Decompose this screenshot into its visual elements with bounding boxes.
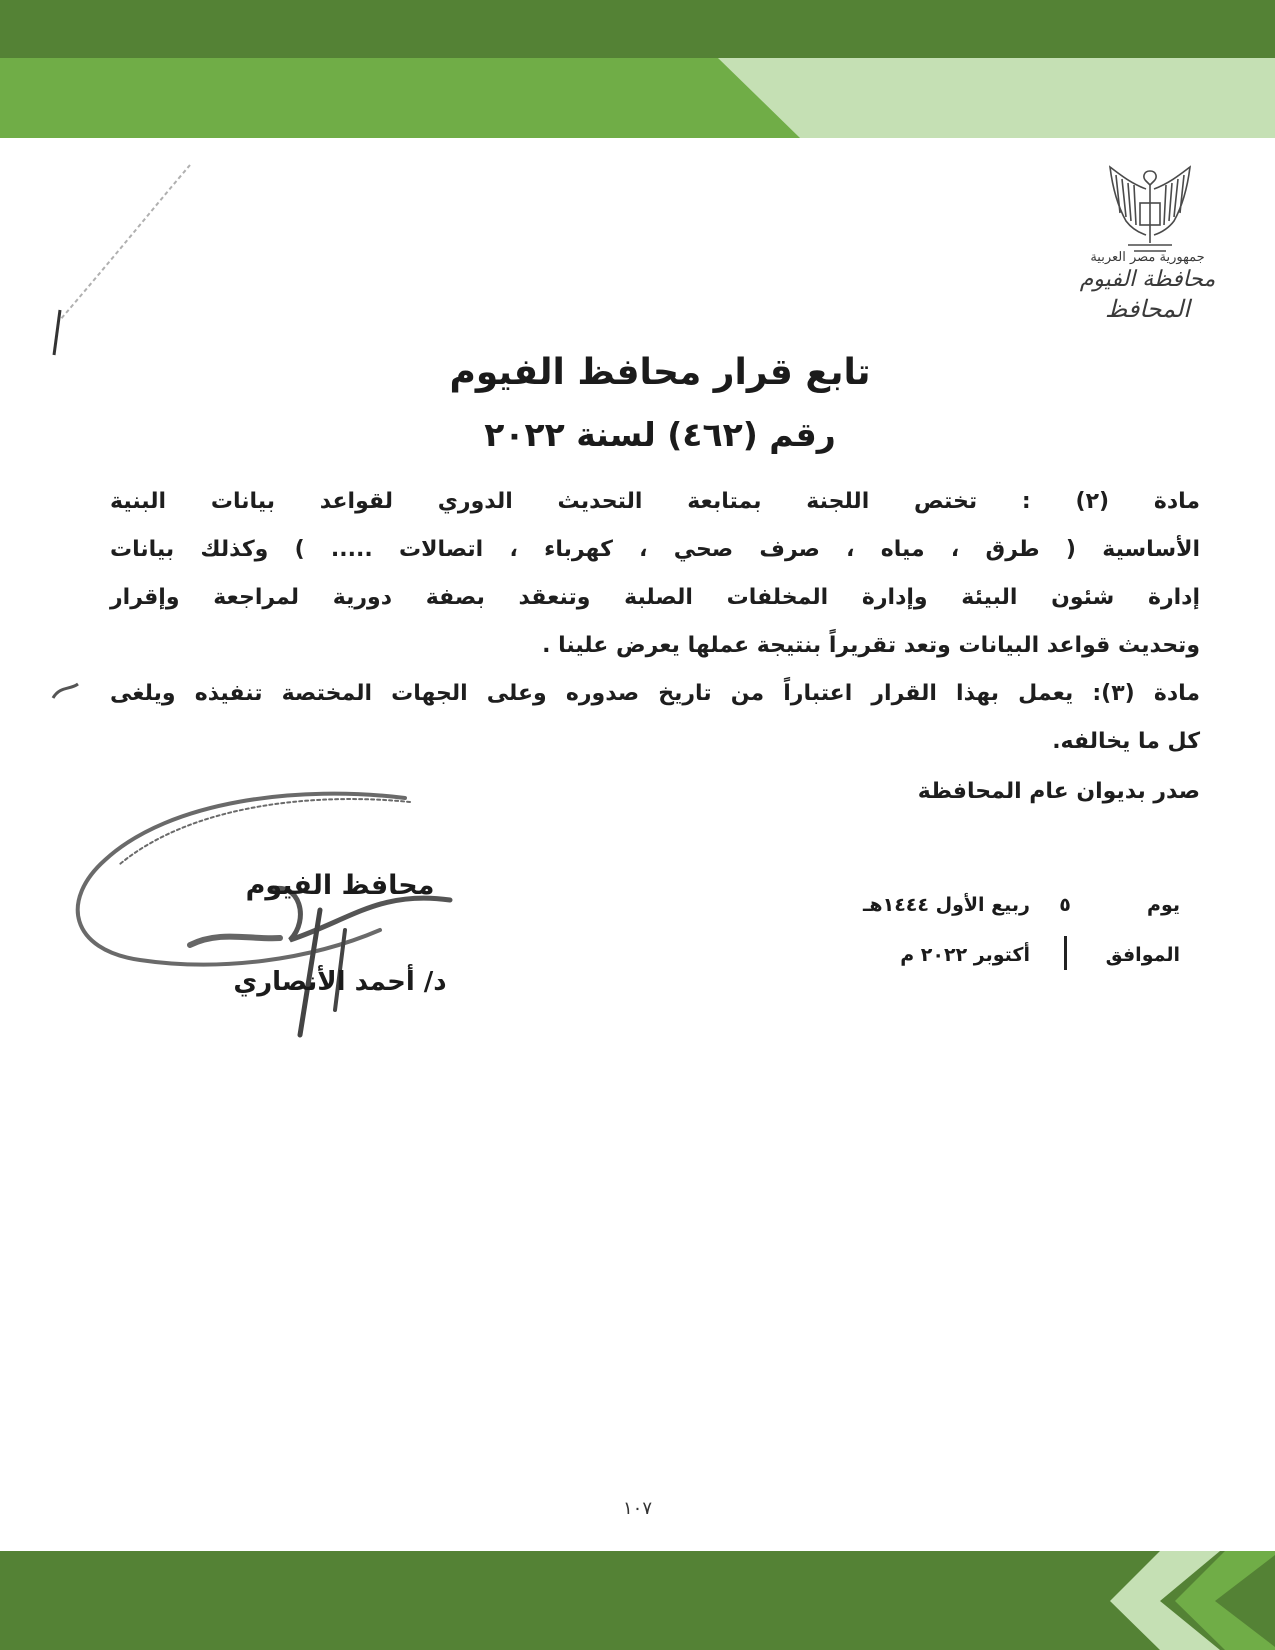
hijri-date: ربيع الأول ١٤٤٤هـ xyxy=(862,894,1030,916)
article-2-line-4: وتحديث قواعد البيانات وتعد تقريراً بنتيجة عملها يعرض علينا . xyxy=(542,633,1200,658)
bottom-footer-band xyxy=(0,1551,1275,1650)
top-accent-stripe xyxy=(0,58,1275,138)
letterhead-governorate: محافظة الفيوم xyxy=(1079,267,1216,293)
governorate-letterhead xyxy=(1060,250,1235,324)
scan-artifact-mark xyxy=(40,160,200,360)
handwritten-signature xyxy=(50,780,530,1060)
article-2-line-2: الأساسية ( طرق ، مياه ، صرف صحي ، كهرباء ، اتصالات ..... ) وكذلك بيانات xyxy=(110,537,1200,562)
corresponding-label: الموافق xyxy=(1105,944,1180,966)
egypt-eagle-emblem-icon xyxy=(1100,163,1200,258)
gregorian-date: أكتوبر ٢٠٢٢ م xyxy=(900,944,1030,966)
article-3-line-1: مادة (٣): يعمل بهذا القرار اعتباراً من تاريخ صدوره وعلى الجهات المختصة تنفيذه ويلغى xyxy=(110,681,1201,706)
article-3-line-2: كل ما يخالفه. xyxy=(1052,729,1200,754)
date-row-hijri xyxy=(760,880,1180,930)
date-row-gregorian xyxy=(760,930,1180,980)
page-number: ١٠٧ xyxy=(622,1498,652,1519)
separator-mark xyxy=(1064,936,1067,970)
article-2-line-3: إدارة شئون البيئة وإدارة المخلفات الصلبة وتنعقد بصفة دورية لمراجعة وإقرار xyxy=(110,585,1200,610)
top-header-band xyxy=(0,0,1275,58)
article-2-line-1: مادة (٢) : تختص اللجنة بمتابعة التحديث الدوري لقواعد بيانات البنية xyxy=(110,489,1200,514)
day-label: يوم xyxy=(1147,894,1180,916)
decree-title: تابع قرار محافظ الفيوم xyxy=(449,352,871,393)
decree-body xyxy=(110,478,1200,812)
letterhead-office: المحافظ xyxy=(1105,294,1190,323)
scan-artifact-mark xyxy=(48,678,88,708)
decree-date-block xyxy=(760,880,1180,980)
governor-name: د/ أحمد الأنصاري xyxy=(233,967,447,997)
governor-title: محافظ الفيوم xyxy=(245,870,435,901)
decree-number: رقم (٤٦٢) لسنة ٢٠٢٢ xyxy=(484,415,836,454)
letterhead-country: جمهورية مصر العربية xyxy=(1090,250,1205,265)
day-value: ٥ xyxy=(1059,894,1071,916)
issued-at-statement: صدر بديوان عام المحافظة xyxy=(917,779,1200,804)
